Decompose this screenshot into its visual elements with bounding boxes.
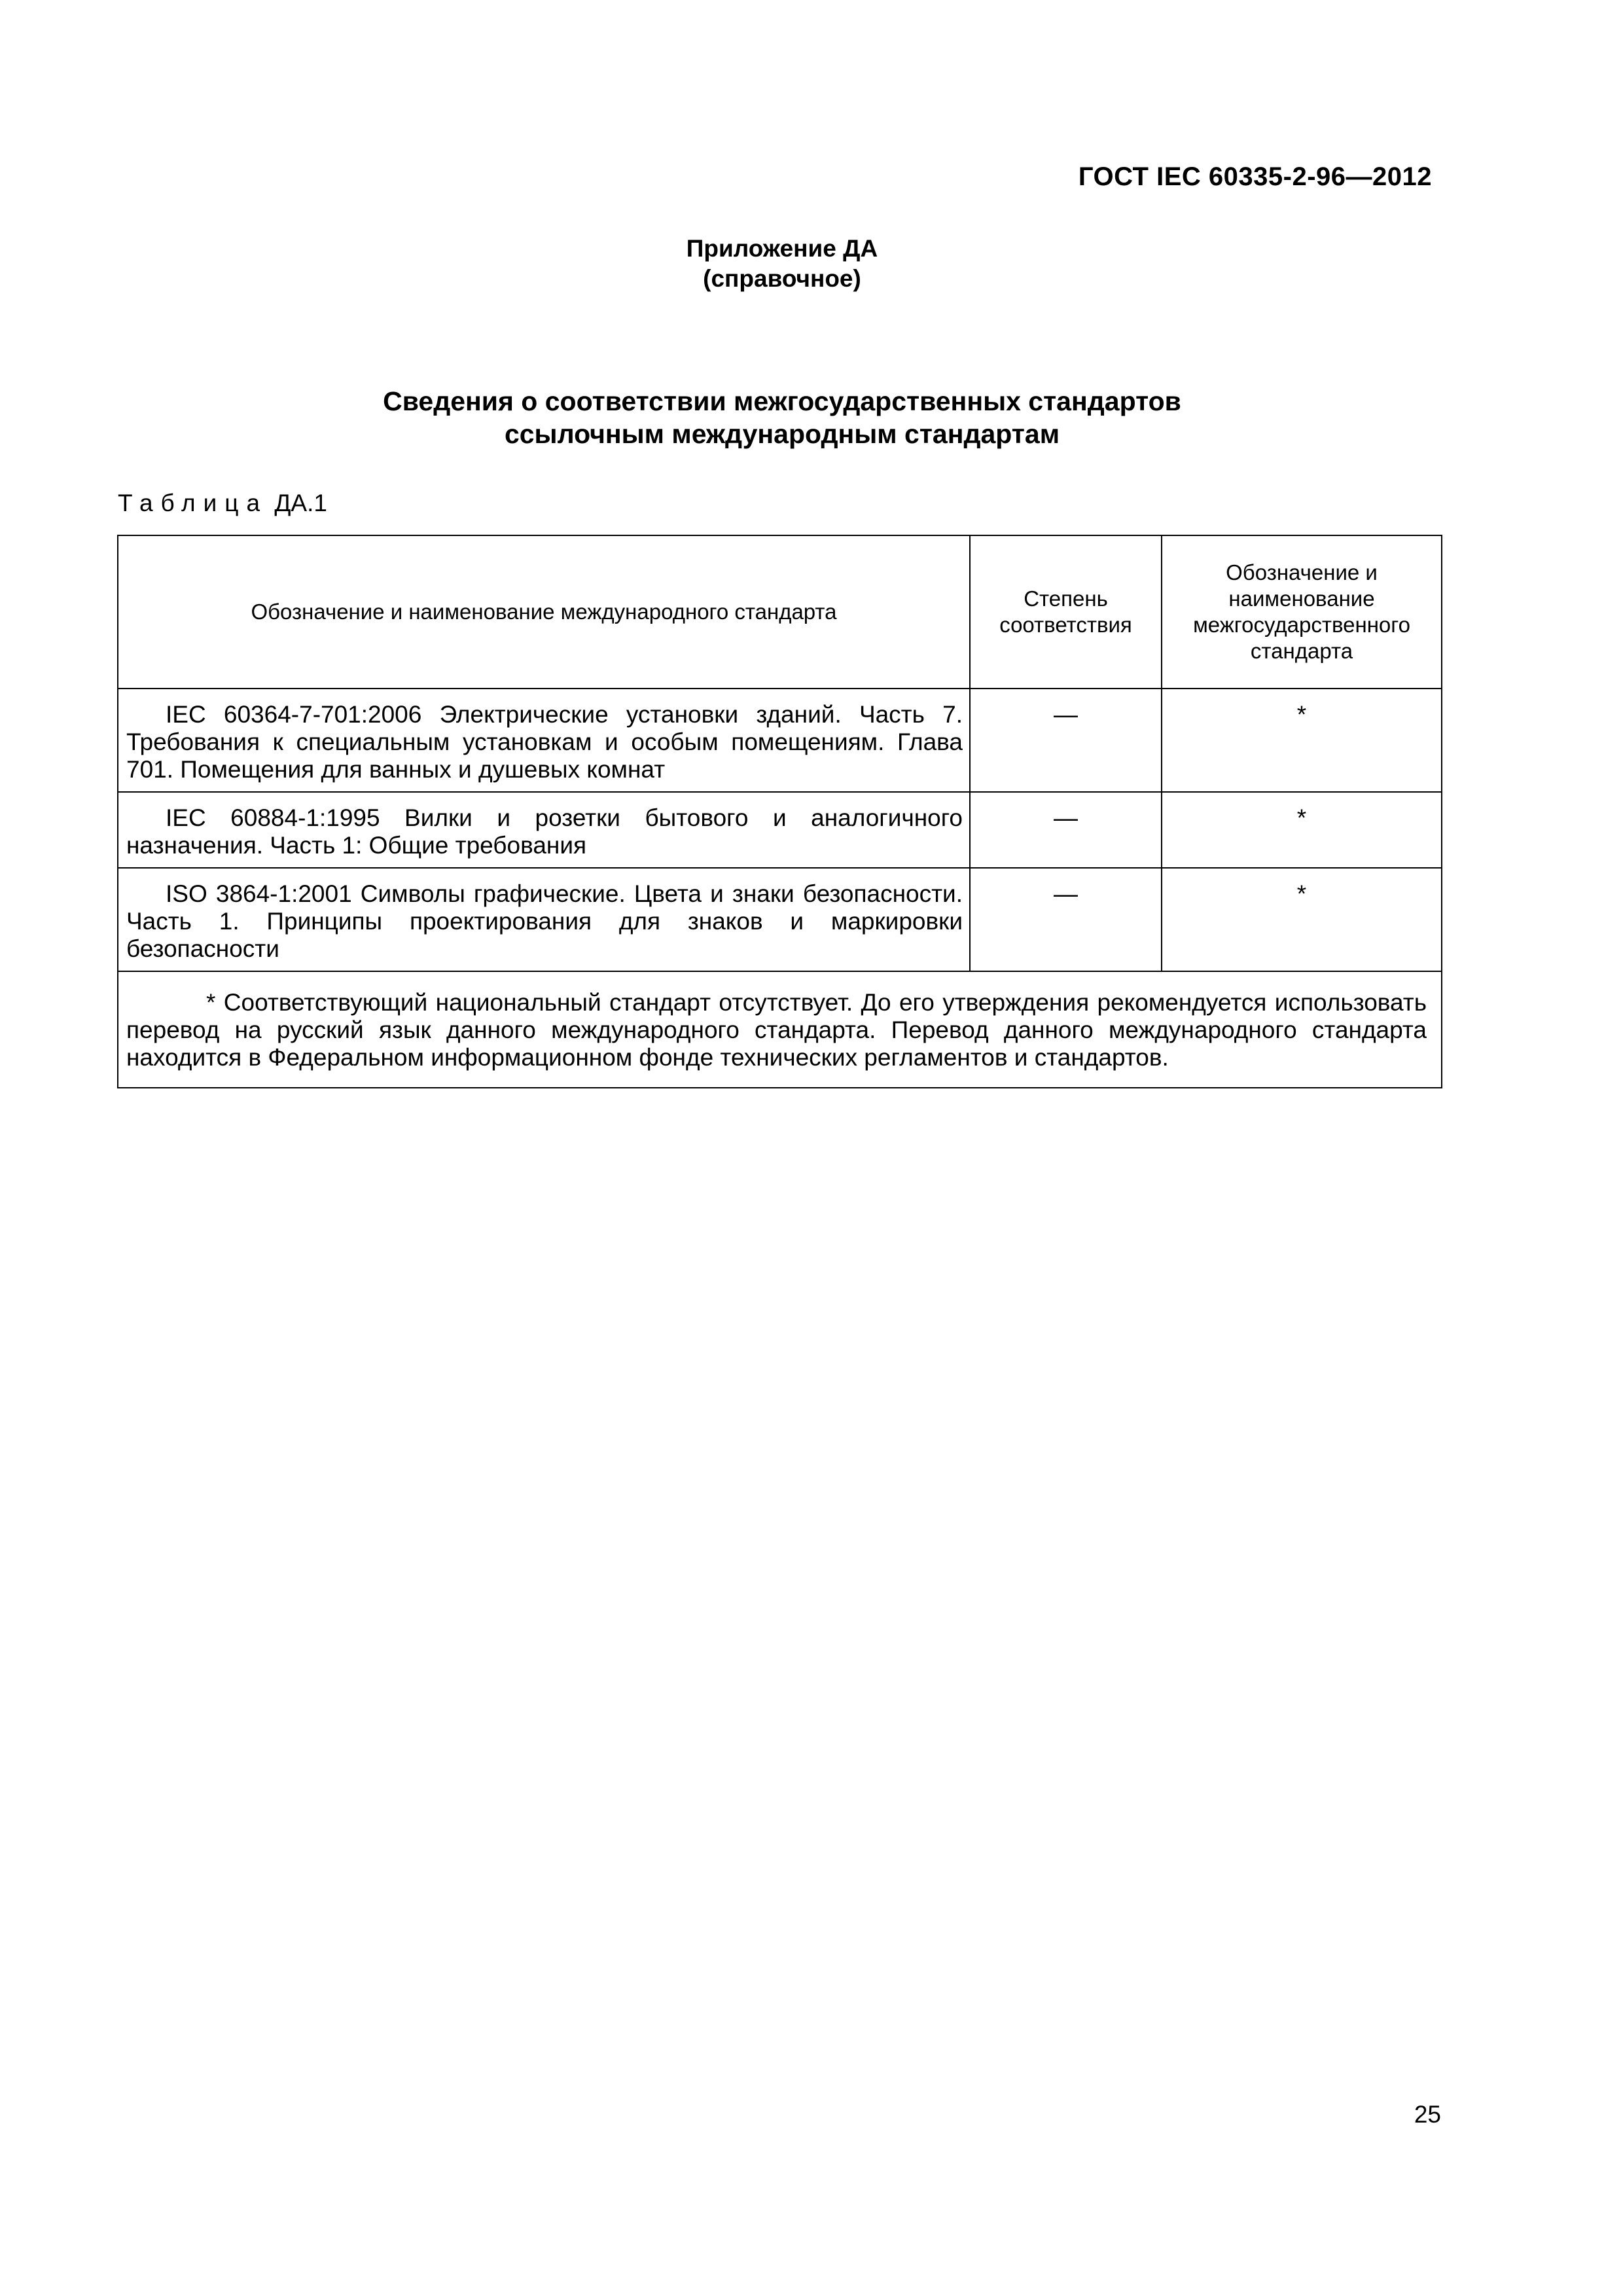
table-caption-number: ДА.1 xyxy=(274,490,327,516)
header-interstate-standard: Обозначение и наименование межгосударственного стандарта xyxy=(1162,535,1442,689)
appendix-heading xyxy=(0,234,1564,294)
table-row xyxy=(118,868,1442,971)
table-header-row xyxy=(118,535,1442,689)
header-international-standard: Обозначение и наименование международного стандарта xyxy=(118,535,970,689)
header-degree-of-correspondence: Степень соответствия xyxy=(970,535,1162,689)
appendix-subtitle: (справочное) xyxy=(703,265,861,292)
table-footnote-row xyxy=(118,971,1442,1088)
section-title xyxy=(0,385,1564,450)
section-title-line-1: Сведения о соответствии межгосударственных стандартов xyxy=(383,386,1181,416)
cell-interstate-standard: * xyxy=(1162,689,1442,792)
cell-standard-name: IEC 60884-1:1995 Вилки и розетки бытового и аналогичного назначения. Часть 1: Общие требования xyxy=(118,792,970,868)
cell-degree: — xyxy=(970,689,1162,792)
section-title-line-2: ссылочным международным стандартам xyxy=(504,419,1060,449)
cell-interstate-standard: * xyxy=(1162,792,1442,868)
table-row xyxy=(118,689,1442,792)
page-number: 25 xyxy=(1414,2101,1441,2128)
cell-interstate-standard: * xyxy=(1162,868,1442,971)
correspondence-table xyxy=(117,535,1442,1088)
cell-standard-name: IEC 60364-7-701:2006 Электрические установки зданий. Часть 7. Требования к специальным установкам и особым помещениям. Глава 701. Помещения для ванных и душевых комнат xyxy=(118,689,970,792)
document-code: ГОСТ IEC 60335-2-96—2012 xyxy=(1078,162,1432,191)
table-footnote: * Соответствующий национальный стандарт отсутствует. До его утверждения рекомендуется использовать перевод на русский язык данного международного стандарта. Перевод данного международного стандарта находится в Федеральном информационном фонде технических регламентов и стандартов. xyxy=(118,971,1442,1088)
appendix-title: Приложение ДА xyxy=(686,235,878,262)
table-caption-word: Таблица xyxy=(118,490,268,516)
cell-degree: — xyxy=(970,792,1162,868)
cell-degree: — xyxy=(970,868,1162,971)
table-caption xyxy=(118,490,327,517)
table-row xyxy=(118,792,1442,868)
cell-standard-name: ISO 3864-1:2001 Символы графические. Цвета и знаки безопасности. Часть 1. Принципы проектирования для знаков и маркировки безопасности xyxy=(118,868,970,971)
